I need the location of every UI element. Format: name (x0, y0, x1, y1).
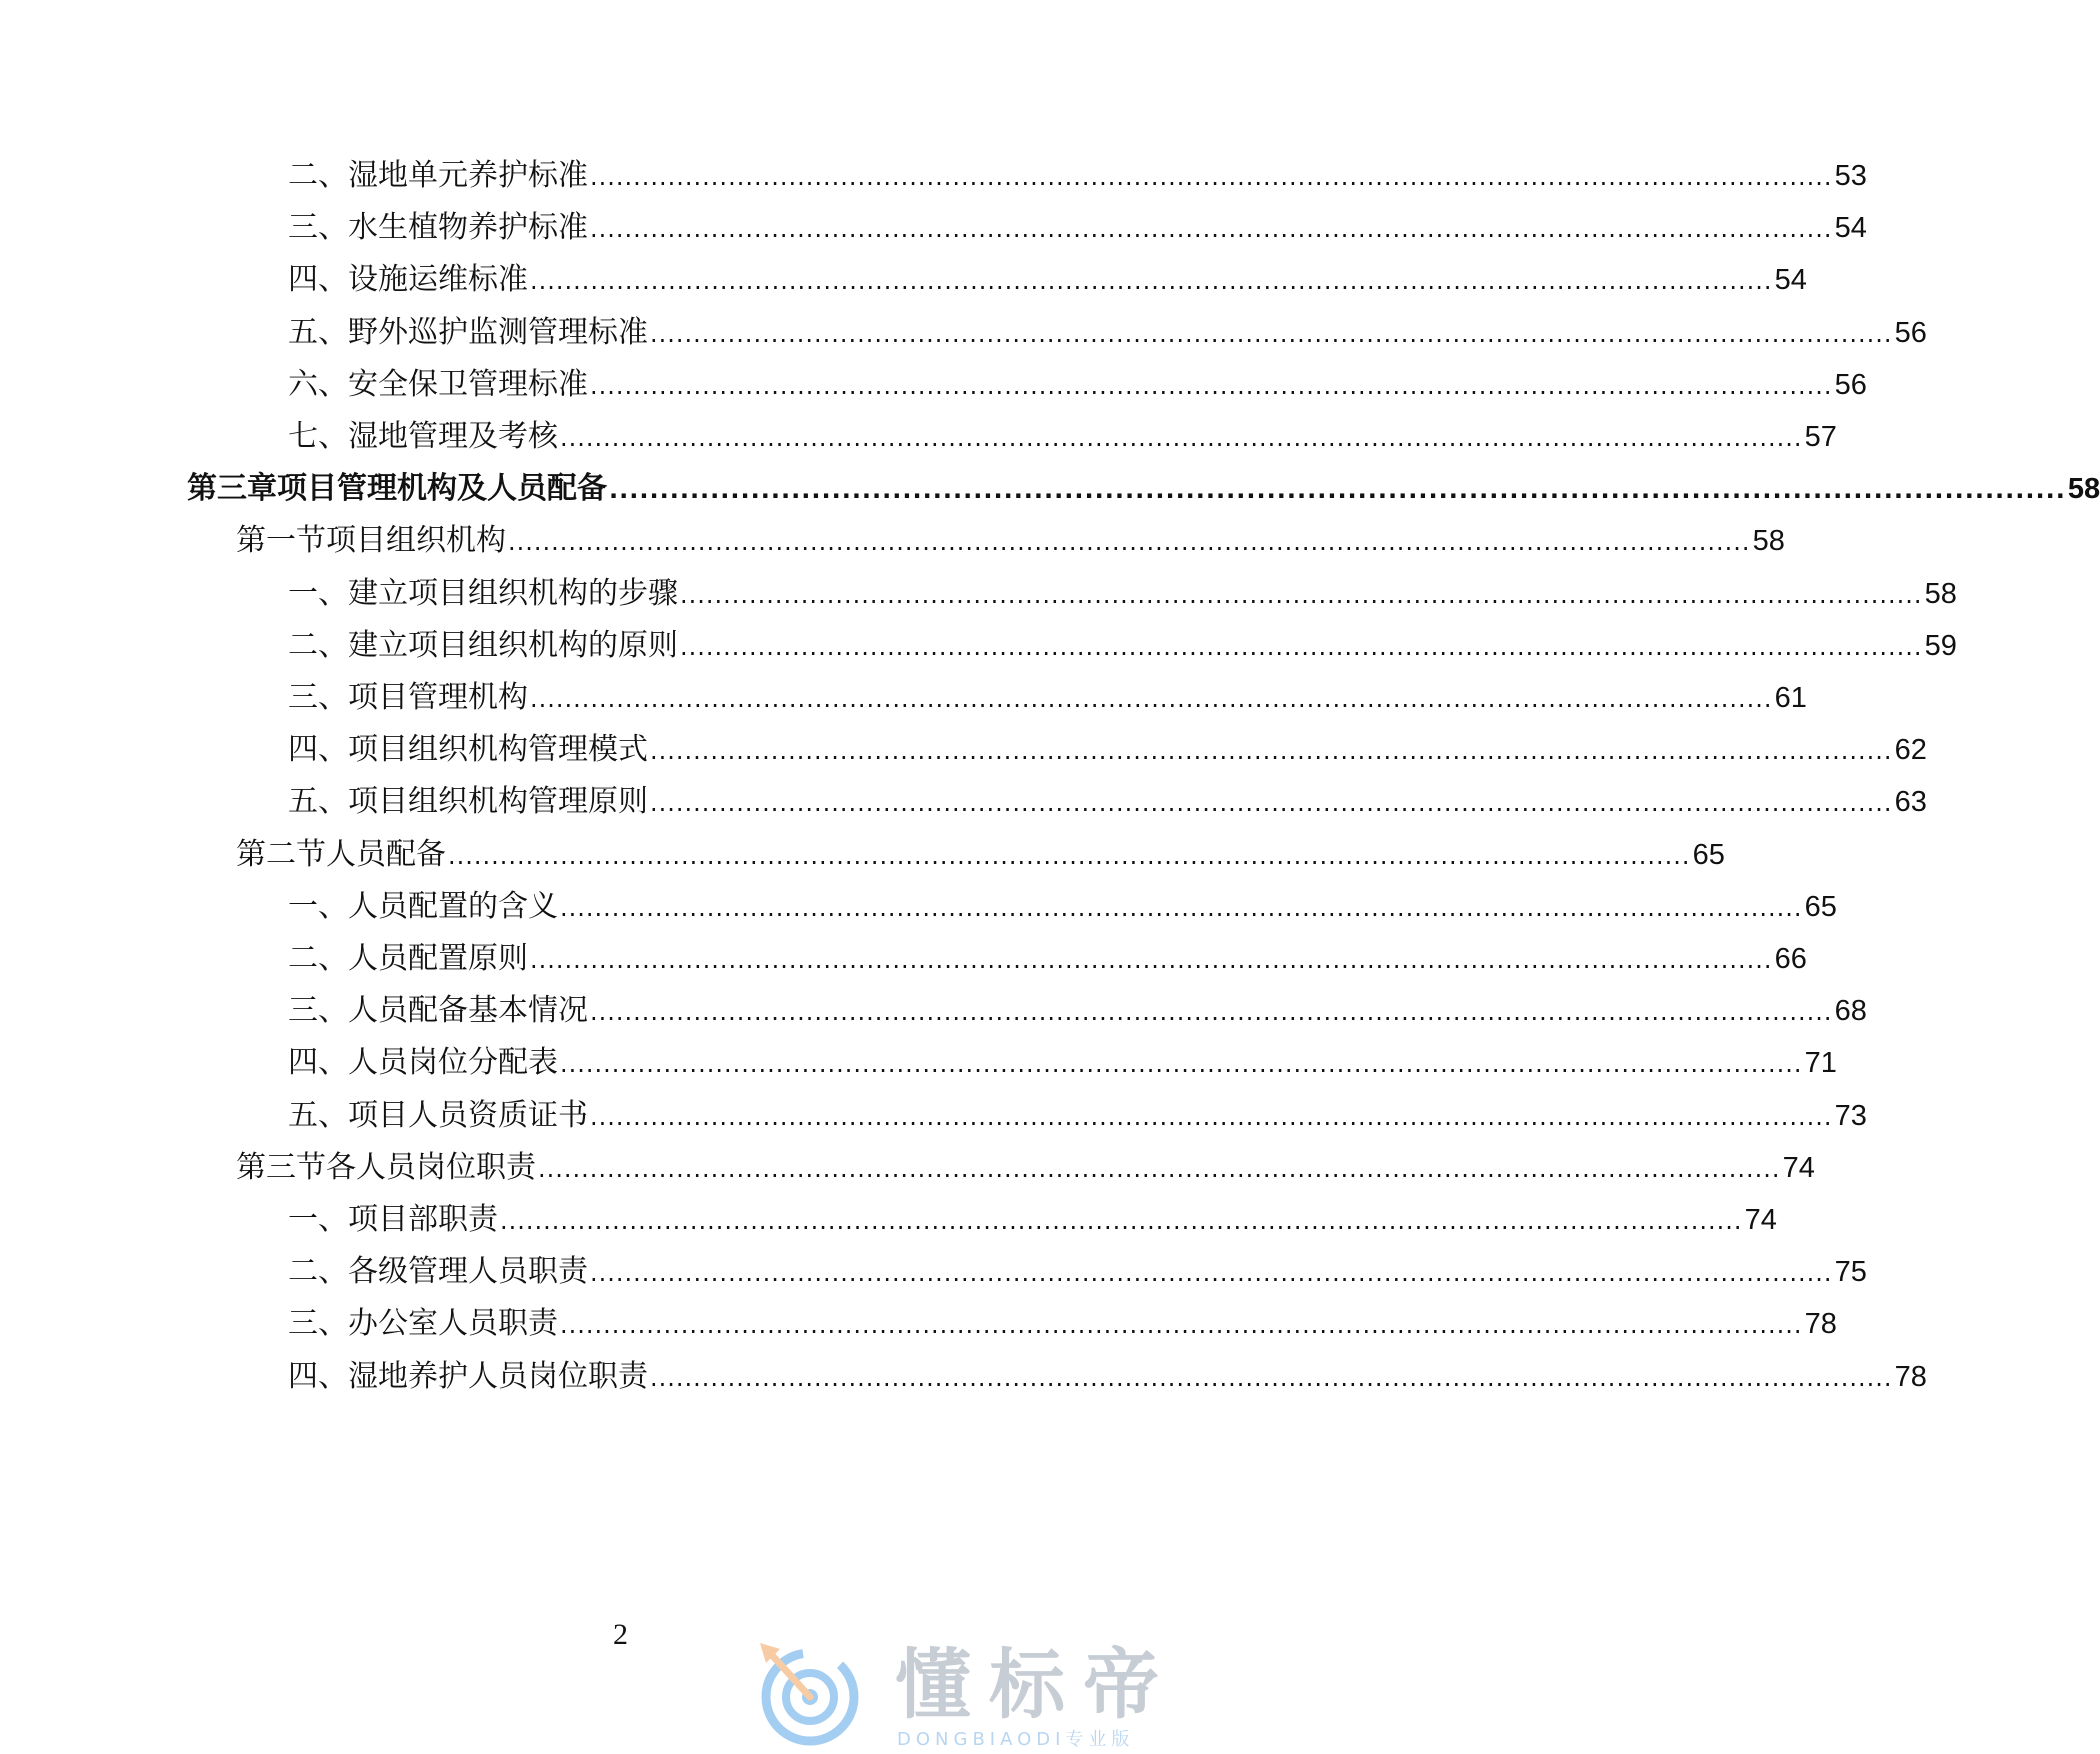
toc-entry-title: 项目部职责 (348, 1202, 498, 1237)
watermark-subtitle: DONGBIAODI专业版 (897, 1729, 1135, 1750)
toc-entry-number: 第三节 (236, 1150, 326, 1185)
toc-entry-leader: ................................................................................................................................................ (530, 267, 1773, 295)
toc-entry-title: 办公室人员职责 (348, 1306, 558, 1341)
toc-entry (288, 728, 1927, 772)
toc-entry-leader: ................................................................................................................................................ (500, 1207, 1743, 1235)
toc-entry-title: 项目组织机构 (326, 523, 506, 558)
toc-entry-page: 65 (1692, 839, 1725, 871)
toc-entry-title: 人员配备 (326, 837, 446, 872)
watermark (745, 1635, 1241, 1754)
toc-entry (236, 1146, 1815, 1190)
toc-entry-title: 项目组织机构管理模式 (348, 732, 648, 767)
toc-entry-number: 三、 (288, 993, 348, 1028)
toc-entry (288, 415, 1837, 459)
toc-entry-number: 三、 (288, 680, 348, 715)
toc-entry (236, 519, 1785, 563)
watermark-brand: 懂标帝 (895, 1640, 1177, 1729)
toc-entry-number: 二、 (288, 628, 348, 663)
toc-entry-leader: ................................................................................................................................................ (560, 894, 1803, 922)
toc-entry-leader: ................................................................................................................................................ (508, 528, 1751, 556)
toc-entry-number: 二、 (288, 158, 348, 193)
toc-entry-leader: ................................................................................................................................................ (530, 946, 1773, 974)
toc-entry-page: 73 (1834, 1100, 1867, 1132)
toc-entry-page: 54 (1774, 264, 1807, 296)
toc-entry-number: 三、 (288, 210, 348, 245)
toc-entry-page: 63 (1894, 786, 1927, 818)
toc-entry-leader: ................................................................................................................................................ (590, 215, 1833, 243)
toc-entry-page: 78 (1804, 1308, 1837, 1340)
toc-entry-leader: ................................................................................................................................................ (560, 1050, 1803, 1078)
toc-entry-page: 57 (1804, 421, 1837, 453)
toc-entry-title: 湿地管理及考核 (348, 419, 558, 454)
toc-entry-title: 人员配置的含义 (348, 889, 558, 924)
toc-entry-number: 五、 (288, 784, 348, 819)
toc-entry-leader: ................................................................................................................................................ (650, 737, 1893, 765)
toc-entry-leader: ................................................................................................................................................ (650, 789, 1893, 817)
toc-entry-number: 二、 (288, 1254, 348, 1289)
toc-entry-title: 人员配置原则 (348, 941, 528, 976)
toc-entry-leader: ................................................................................................................................................ (680, 581, 1923, 609)
toc-entry (288, 624, 1957, 668)
toc-entry-page: 58 (2067, 473, 2100, 505)
toc-entry-number: 一、 (288, 889, 348, 924)
toc-entry-title: 水生植物养护标准 (348, 210, 588, 245)
toc-entry (288, 363, 1867, 407)
toc-entry-page: 61 (1774, 682, 1807, 714)
toc-entry-number: 五、 (288, 315, 348, 350)
toc-entry (288, 206, 1867, 250)
toc-entry-leader: ................................................................................................................................................ (448, 842, 1691, 870)
toc-entry-leader: ................................................................................................................................................ (538, 1155, 1781, 1183)
toc-entry-title: 安全保卫管理标准 (348, 367, 588, 402)
toc-entry-title: 项目管理机构及人员配备 (277, 471, 607, 506)
toc-entry-leader: ................................................................................................................................................ (650, 1364, 1893, 1392)
toc-entry-title: 各级管理人员职责 (348, 1254, 588, 1289)
toc-entry-page: 53 (1834, 160, 1867, 192)
toc-entry-number: 四、 (288, 262, 348, 297)
toc-entry-title: 人员配备基本情况 (348, 993, 588, 1028)
toc-entry (288, 311, 1927, 355)
toc-entry-title: 湿地单元养护标准 (348, 158, 588, 193)
toc-entry-leader: ................................................................................................................................................ (590, 163, 1833, 191)
toc-entry-title: 项目人员资质证书 (348, 1098, 588, 1133)
toc-entry-number: 二、 (288, 941, 348, 976)
toc-entry-page: 56 (1834, 369, 1867, 401)
toc-entry-page: 74 (1744, 1204, 1777, 1236)
toc-entry (288, 937, 1807, 981)
toc-entry-page: 58 (1752, 525, 1785, 557)
toc-entry-title: 设施运维标准 (348, 262, 528, 297)
toc-entry-number: 第二节 (236, 837, 326, 872)
toc-entry-leader: ................................................................................................................................................ (590, 998, 1833, 1026)
toc-entry-leader: ................................................................................................................................................ (590, 1259, 1833, 1287)
toc-entry-leader: ................................................................................................................................................ (530, 685, 1773, 713)
toc-entry-number: 五、 (288, 1098, 348, 1133)
toc-entry (187, 467, 2100, 511)
toc-entry-leader: ................................................................................................................................................ (650, 320, 1893, 348)
toc-entry (288, 258, 1807, 302)
toc-entry (288, 154, 1867, 198)
toc-entry-title: 项目组织机构管理原则 (348, 784, 648, 819)
toc-entry (288, 1302, 1837, 1346)
toc-entry (236, 833, 1725, 877)
toc-entry-title: 各人员岗位职责 (326, 1150, 536, 1185)
toc-entry-number: 六、 (288, 367, 348, 402)
toc-entry (288, 1198, 1777, 1242)
toc-entry (288, 572, 1957, 616)
toc-entry-page: 75 (1834, 1256, 1867, 1288)
toc-entry-title: 野外巡护监测管理标准 (348, 315, 648, 350)
toc-entry-number: 四、 (288, 1359, 348, 1394)
toc-entry (288, 1094, 1867, 1138)
toc-entry-number: 四、 (288, 1045, 348, 1080)
toc-entry-title: 建立项目组织机构的原则 (348, 628, 678, 663)
toc-entry-title: 湿地养护人员岗位职责 (348, 1359, 648, 1394)
toc-entry-page: 54 (1834, 212, 1867, 244)
toc-entry-leader: ................................................................................................................................................ (609, 476, 2066, 504)
toc-entry-page: 62 (1894, 734, 1927, 766)
toc-entry (288, 989, 1867, 1033)
toc-entry-page: 71 (1804, 1047, 1837, 1079)
toc-entry (288, 1250, 1867, 1294)
toc-entry (288, 676, 1807, 720)
toc-entry-title: 人员岗位分配表 (348, 1045, 558, 1080)
toc-entry-page: 65 (1804, 891, 1837, 923)
toc-entry-leader: ................................................................................................................................................ (680, 633, 1923, 661)
toc-entry (288, 1041, 1837, 1085)
toc-entry-number: 七、 (288, 419, 348, 454)
toc-entry (288, 1355, 1927, 1399)
toc-entry (288, 780, 1927, 824)
page-number: 2 (613, 1618, 628, 1651)
toc-entry-leader: ................................................................................................................................................ (590, 1103, 1833, 1131)
toc-entry-leader: ................................................................................................................................................ (560, 424, 1803, 452)
toc-entry-title: 项目管理机构 (348, 680, 528, 715)
toc-entry-title: 建立项目组织机构的步骤 (348, 576, 678, 611)
toc-entry-page: 56 (1894, 317, 1927, 349)
toc-entry-page: 59 (1924, 630, 1957, 662)
toc-entry-number: 三、 (288, 1306, 348, 1341)
toc-entry-page: 74 (1782, 1152, 1815, 1184)
toc-entry-leader: ................................................................................................................................................ (590, 372, 1833, 400)
target-arrow-logo-icon (750, 1635, 870, 1750)
toc-entry (288, 885, 1837, 929)
toc-entry-number: 第三章 (187, 471, 277, 506)
toc-entry-page: 68 (1834, 995, 1867, 1027)
toc-entry-number: 一、 (288, 576, 348, 611)
toc-entry-number: 四、 (288, 732, 348, 767)
toc-entry-leader: ................................................................................................................................................ (560, 1311, 1803, 1339)
toc-entry-number: 第一节 (236, 523, 326, 558)
toc-entry-number: 一、 (288, 1202, 348, 1237)
toc-entry-page: 58 (1924, 578, 1957, 610)
toc-entry-page: 66 (1774, 943, 1807, 975)
toc-entry-page: 78 (1894, 1361, 1927, 1393)
